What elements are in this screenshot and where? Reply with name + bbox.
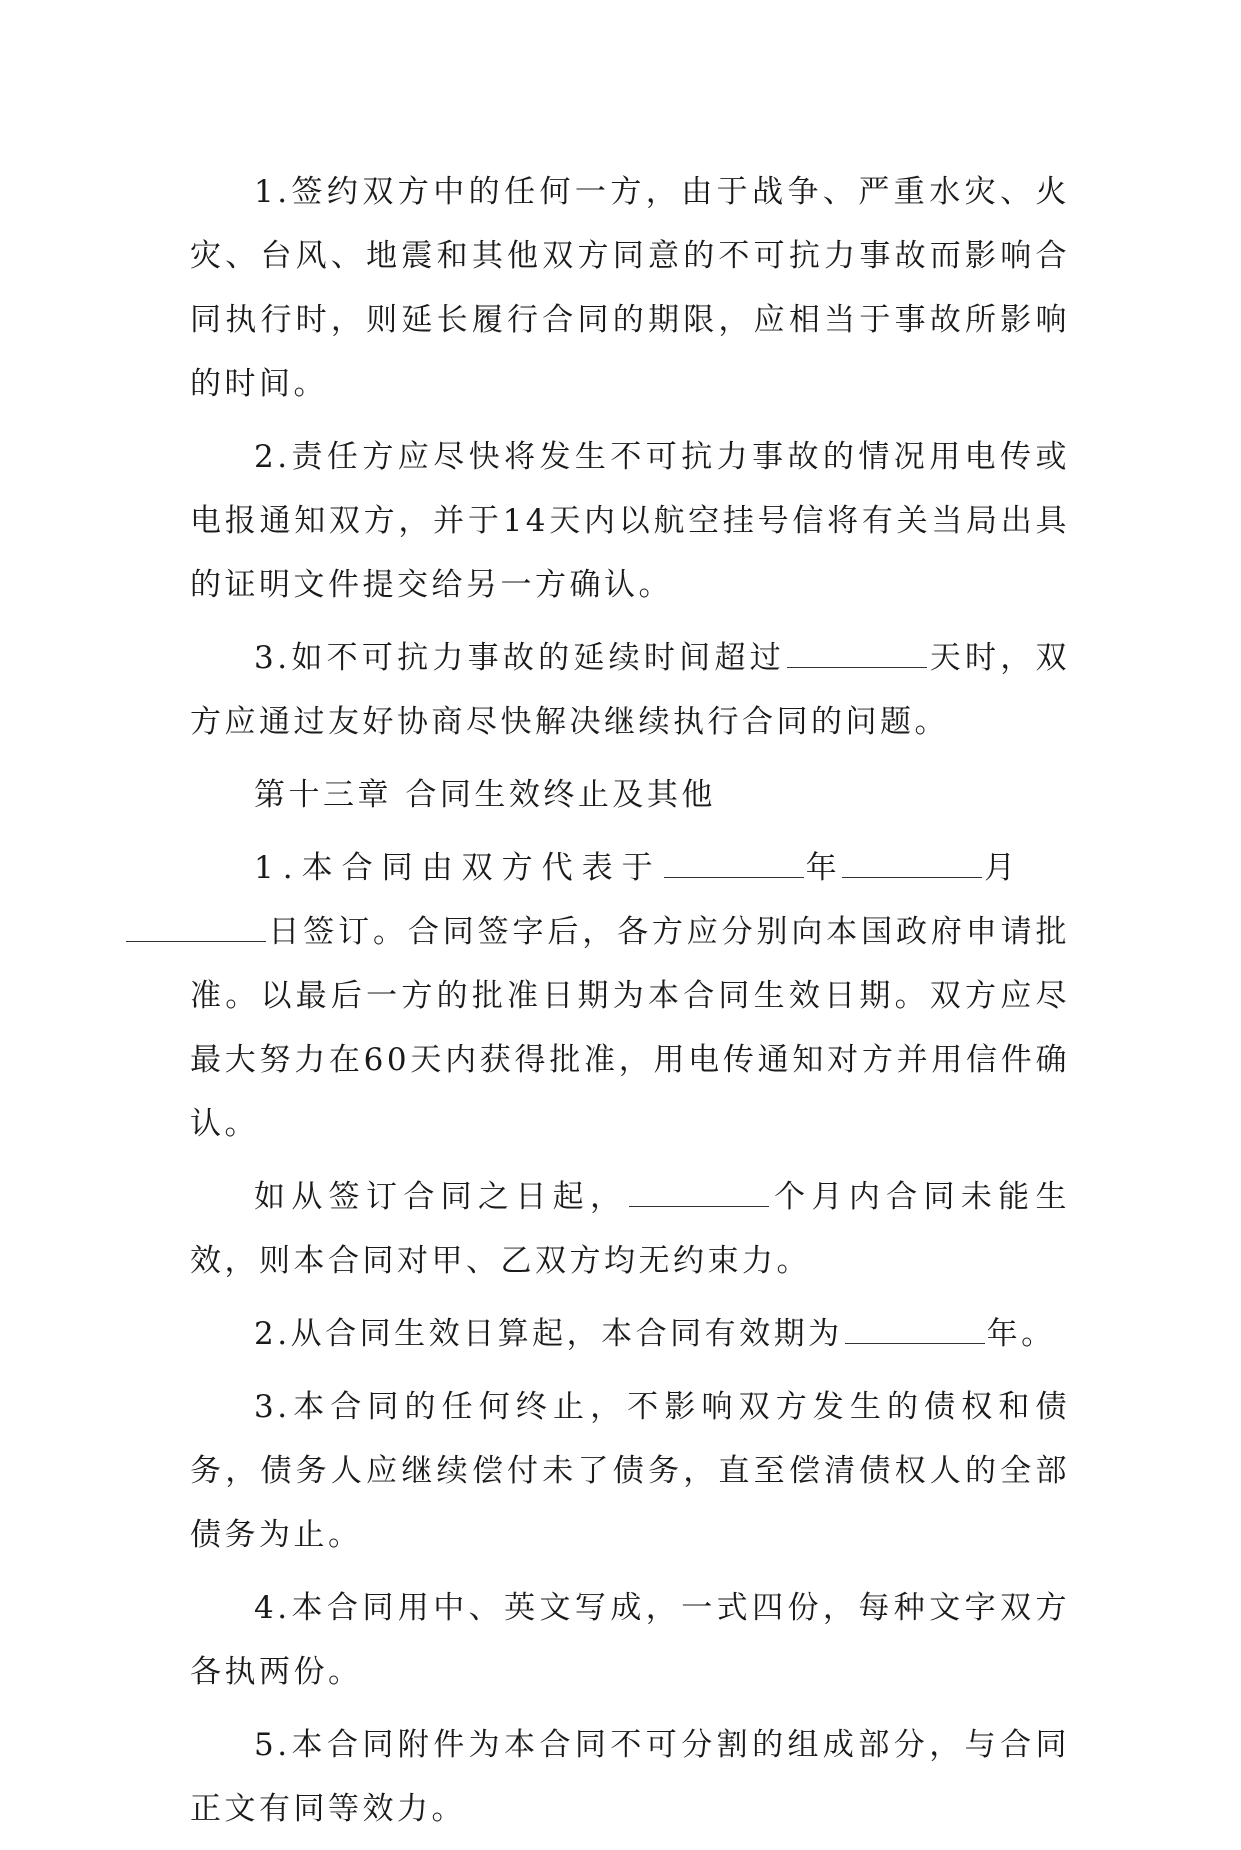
month-blank: [842, 849, 982, 878]
clause-effective-1: [190, 836, 1070, 1156]
clause-text: 如从签订合同之日起，: [254, 1179, 628, 1215]
months-blank: [629, 1178, 769, 1207]
clause-text: 日签订。合同签字后，各方应分别向本国政府申请批准。以最后一方的批准日期为本合同生效日期。双方应尽最大努力在60天内获得批准，用电传通知对方并用信件确认。: [190, 914, 1070, 1142]
clause-text: 4.本合同用中、英文写成，一式四份，每种文字双方各执两份。: [190, 1590, 1070, 1690]
clause-text: 5.本合同附件为本合同不可分割的组成部分，与合同正文有同等效力。: [190, 1727, 1070, 1827]
clause-text: 3.本合同的任何终止，不影响双方发生的债权和债务，债务人应继续偿付未了债务，直至偿清债权人的全部债务为止。: [190, 1389, 1070, 1553]
chapter-heading: [190, 763, 1070, 827]
clause-text: 1.签约双方中的任何一方，由于战争、严重水灾、火灾、台风、地震和其他双方同意的不可抗力事故而影响合同执行时，则延长履行合同的期限，应相当于事故所影响的时间。: [190, 174, 1070, 402]
clause-effective-4: [190, 1576, 1070, 1704]
clause-text: 个月内合同未能生效，则本合同对甲、乙双方均无约束力。: [190, 1179, 1071, 1279]
clause-force-majeure-3: [190, 626, 1070, 754]
chapter-title: 第十三章 合同生效终止及其他: [254, 777, 716, 813]
clause-effective-2: [190, 1302, 1070, 1366]
clause-text: 月: [984, 850, 1019, 886]
clause-effective-1-cont: [190, 1165, 1070, 1293]
clause-force-majeure-1: [190, 160, 1070, 416]
term-years-blank: [845, 1315, 985, 1344]
clause-force-majeure-2: [190, 425, 1070, 617]
document-page: [190, 160, 1070, 1850]
clause-effective-5: [190, 1713, 1070, 1841]
clause-text: 3.如不可抗力事故的延续时间超过: [254, 640, 785, 676]
clause-effective-3: [190, 1375, 1070, 1567]
clause-text: 年。: [986, 1316, 1056, 1352]
days-blank: [787, 639, 927, 668]
clause-text: 天时，双方应通过友好协商尽快解决继续执行合同的问题。: [190, 640, 1071, 740]
year-blank: [664, 849, 804, 878]
clause-text: 1.本合同由双方代表于: [254, 850, 662, 886]
clause-text: 2.从合同生效日算起，本合同有效期为: [254, 1316, 843, 1352]
clause-text: 2.责任方应尽快将发生不可抗力事故的情况用电传或电报通知双方，并于14天内以航空挂号信将有关当局出具的证明文件提交给另一方确认。: [190, 439, 1070, 603]
clause-text: 年: [805, 850, 841, 886]
day-blank: [126, 913, 266, 942]
